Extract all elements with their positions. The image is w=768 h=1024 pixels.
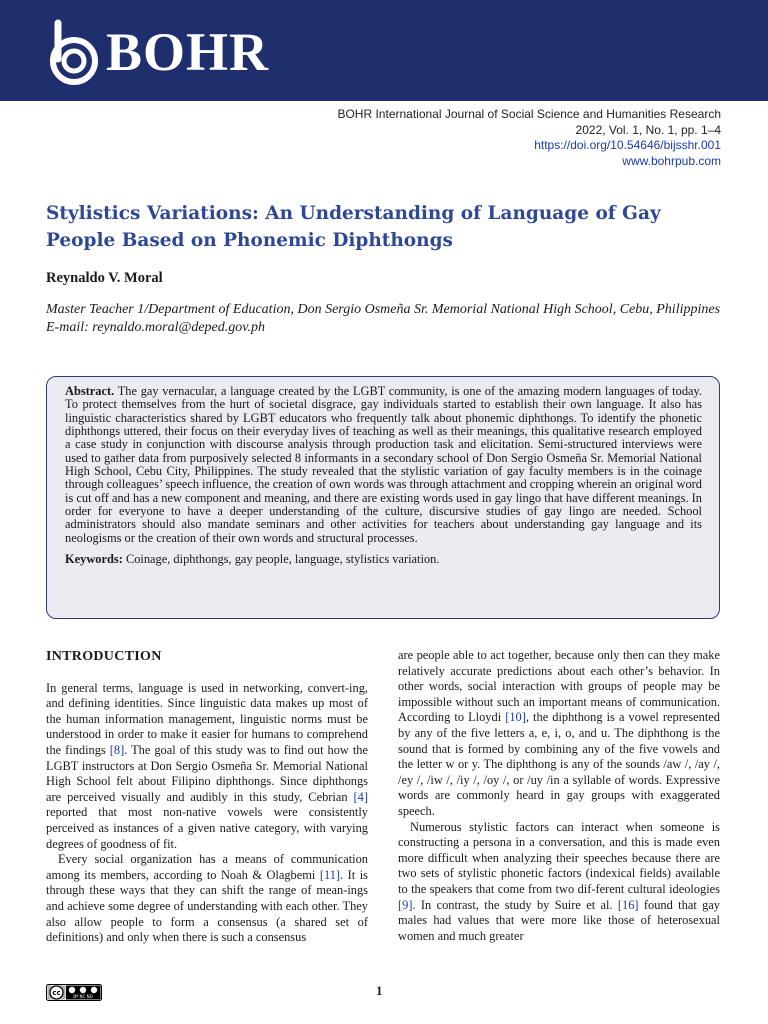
body-column-left (46, 648, 368, 946)
journal-volume: 2022, Vol. 1, No. 1, pp. 1–4 (575, 122, 721, 137)
text-run: are people able to act together, because only then can they make relatively accurate predictions about each other’s behavior. In other words, social interaction with groups of people may be impossible without such an important means of communication. According to Lloydi (398, 648, 720, 725)
citation-link[interactable]: [4] (353, 789, 368, 804)
text-run: found that gay males had values that were more like those of heterosexual women and much greater (398, 897, 721, 943)
text-run: . It is through these ways that they can shift the range of mean-ings and achieve some degree of understanding with each other. They also allow people to form a consensus (a shared set of definitions) and only when there is such a consensus (46, 867, 368, 945)
citation-link[interactable]: [11] (319, 867, 341, 882)
affiliation-text: Master Teacher 1/Department of Education, Don Sergio Osmeña Sr. Memorial National High School, Cebu, Philippines (46, 302, 721, 317)
keywords-label: Keywords: (65, 552, 123, 567)
text-run: Numerous stylistic factors can interact when someone is constructing a persona in a conversation, and this is made even more difficult when analyzing their speeches because there are two sets of stylistic phonetic factors (indexical fields) available to the speakers that come from two dif-ferent cultural ideologies (398, 819, 720, 896)
keywords-text: Coinage, diphthongs, gay people, language, stylistics variation. (125, 552, 440, 567)
article-title: Stylistics Variations: An Understanding of Language of Gay People Based on Phonemic Diphthongs (46, 203, 661, 251)
intro-paragraph-3 (398, 648, 720, 820)
bohr-logo-icon (44, 19, 102, 85)
abstract-paragraph (65, 385, 702, 545)
section-heading-introduction: INTRODUCTION (46, 649, 162, 664)
doi-link[interactable]: https://doi.org/10.54646/bijsshr.001 (534, 138, 721, 152)
citation-link[interactable]: [9] (398, 897, 413, 912)
page-number: 1 (376, 983, 383, 998)
text-run: In general terms, language is used in networking, convert-ing, and defining identities. Since linguistic data makes up most of the human information management, linguistic norms must be understood in order to make it easier for humans to comprehend the findings (46, 680, 368, 757)
journal-info (337, 107, 721, 169)
creative-commons-license-icon[interactable] (46, 984, 102, 1001)
journal-name: BOHR International Journal of Social Science and Humanities Research (337, 107, 721, 121)
citation-link[interactable]: [10] (505, 710, 526, 725)
abstract-text: The gay vernacular, a language created by the LGBT community, is one of the amazing modern languages of today. To protect themselves from the hurt of societal disgrace, gay individuals started to establish their own language. It also has linguistic characteristics shared by LGBT educators who frequently talk about phonemic diphthongs. To identify the phonetic diphthongs uttered, their focus on their everyday lives of teaching as well as their meanings, this qualitative research employed a case study in conjunction with discourse analysis through production task and elicitation. Semi-structured interviews were used to gather data from purposively selected 8 informants in a secondary school of Don Sergio Osmeña Sr. Memorial National High School, Cebu City, Philippines. The study revealed that the stylistic variation of gay faculty members is in the coinage through colleagues’ speech influence, the creation of own words was through attachment and cropping wherein an original word is cut off and has a new component and meaning, and there are existing words used in gay lingo that have different meanings. In order for everyone to have a deeper understanding of the culture, discursive studies of gay lingo are needed. School administrators should also mandate seminars and other activities for teachers about understanding gay language and its neologisms or the creation of their own words and structural processes. (65, 384, 702, 545)
keywords-paragraph (65, 553, 702, 566)
text-run: . The goal of this study was to find out how the LGBT instructors at Don Sergio Osmeña Sr. Memorial National High School felt about Filipino diphthongs. Since diphthongs are perceived visually and audibly in this study, Cebrian (46, 742, 368, 804)
text-run: Every social organization has a means of communication among its members, according to Noah & Olagbemi (46, 852, 368, 882)
header-banner (0, 0, 768, 101)
abstract-label: Abstract. (65, 384, 115, 398)
svg-text:cc: cc (52, 989, 61, 997)
logo-wordmark: BOHR (106, 22, 270, 82)
intro-paragraph-1 (46, 681, 368, 853)
author-affiliation (46, 301, 726, 337)
text-run: reported that most non-native vowels were consistently perceived as instances of a given native category, with varying degrees of goodness of fit. (46, 805, 368, 851)
license-badge-text: BY NC ND (73, 994, 93, 1000)
website-link[interactable]: www.bohrpub.com (622, 153, 721, 168)
citation-link[interactable]: [8] (109, 742, 125, 757)
text-run: . In contrast, the study by Suire et al. (412, 897, 618, 912)
text-run: , the diphthong is a vowel represented by any of the five letters a, e, i, o, and u. The diphthong is the sound that is formed by combining any of the five vowels and the letter w or y. The diphthong is any of the sounds /aw /, /ay /, /ey /, /iw /, /iy /, /oy /, or /uy /in a syllable of words. Expressive words are commonly heard in gay groups with exaggerated speech. (398, 710, 720, 818)
abstract-box (46, 376, 720, 619)
intro-paragraph-4 (398, 820, 720, 945)
author-name: Reynaldo V. Moral (46, 270, 163, 286)
intro-paragraph-2 (46, 852, 368, 946)
author-email[interactable]: E-mail: reynaldo.moral@deped.gov.ph (46, 320, 265, 335)
citation-link[interactable]: [16] (617, 897, 639, 912)
publisher-logo[interactable] (44, 16, 269, 88)
body-column-right (398, 648, 720, 944)
